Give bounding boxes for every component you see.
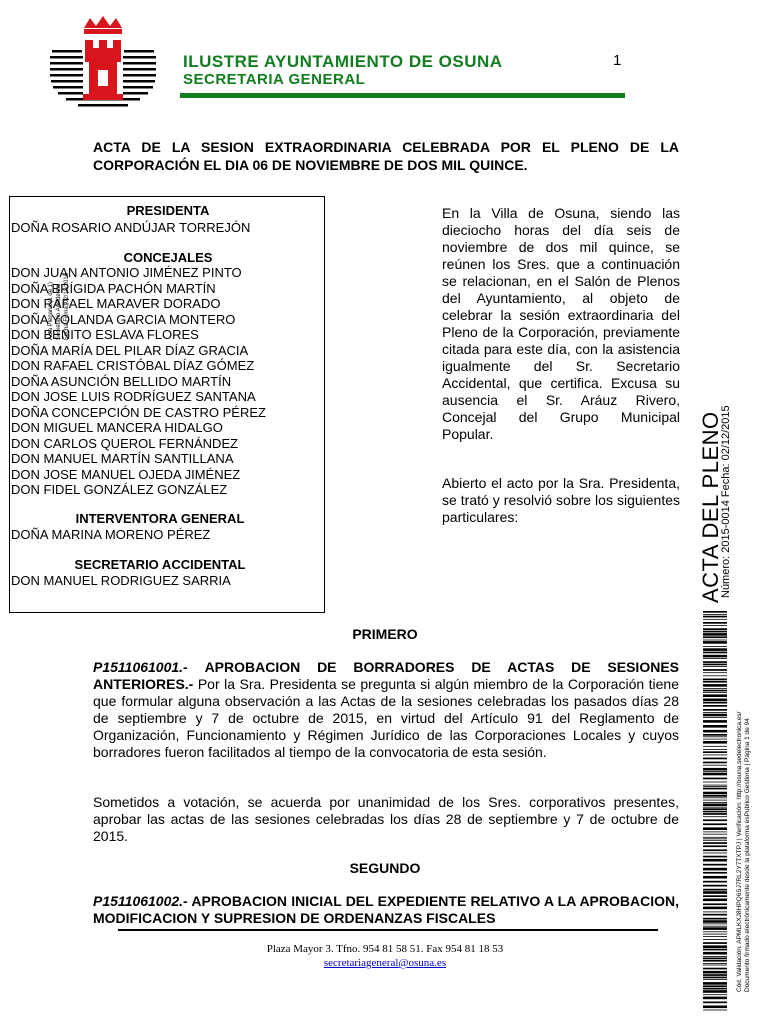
secretario-heading: SECRETARIO ACCIDENTAL [74, 557, 246, 572]
second-item-paragraph [93, 893, 679, 927]
attendees-box [9, 196, 325, 613]
first-item-paragraph [93, 659, 679, 761]
header-divider [180, 93, 625, 98]
first-vote-paragraph: Sometidos a votación, se acuerda por unanimidad de los Sres. corporativos presentes, aprobar las actas de las sesiones celebradas los días 28 de septiembre y 7 de octubre de 2015. [93, 794, 679, 844]
act-title: ACTA DE LA SESION EXTRAORDINARIA CELEBRADA POR EL PLENO DE LA CORPORACIÓN EL DIA 06 DE NOVIEMBRE DE DOS MIL QUINCE. [93, 139, 679, 173]
section-heading-first: PRIMERO [352, 626, 418, 642]
department-subtitle: SECRETARIA GENERAL [183, 71, 366, 88]
concejal-item: DON BENITO ESLAVA FLORES [11, 327, 199, 342]
side-stamp-number-date: Número: 2015-0014 Fecha: 02/12/2015 [720, 405, 732, 598]
side-stamp-signature-note: Documento firmado electrónicamente desde la plataforma esPublico Gestiona | Página 1 de 94 [744, 718, 751, 992]
email-link[interactable]: secretariageneral@osuna.es [323, 957, 447, 969]
page-number: 1 [613, 52, 622, 69]
concejal-item: DON JOSE LUIS RODRÍGUEZ SANTANA [11, 389, 256, 404]
concejales-heading: CONCEJALES [123, 250, 213, 265]
interventora-name: DOÑA MARINA MORENO PÉREZ [11, 527, 211, 542]
footer-divider [118, 929, 658, 931]
concejal-item: DON RAFAEL CRISTÓBAL DÍAZ GÓMEZ [11, 358, 255, 373]
side-stamp-verification: Cód. Validación: APMLKXJ8HPQ6SJ7RL2Y7TXTPJ | Verificación: http://osuna.sedelectronica.es/ [736, 711, 743, 992]
item-title: APROBACION DE BORRADORES DE ACTAS DE SESIONES ANTERIORES.- [93, 659, 679, 692]
left-signature-stamp-line: Secretario Accidental [56, 283, 62, 340]
barcode [703, 611, 727, 1011]
side-stamp-title: ACTA DEL PLENO [698, 411, 723, 603]
left-signature-stamp-line: Acta Plenaria (1 de 1) [48, 281, 54, 340]
municipality-title: ILUSTRE AYUNTAMIENTO DE OSUNA [183, 52, 503, 71]
item-code: P1511061002.- [93, 893, 188, 909]
concejal-item: DOÑA BRÍGIDA PACHÓN MARTÍN [11, 280, 216, 296]
opening-paragraph: Abierto el acto por la Sra. Presidenta, se trató y resolvió sobre los siguientes particulares: [442, 475, 680, 525]
concejal-item: DON JUAN ANTONIO JIMÉNEZ PINTO [11, 265, 242, 280]
presidenta-name: DOÑA ROSARIO ANDÚJAR TORREJÓN [11, 220, 251, 235]
item-title: APROBACION INICIAL DEL EXPEDIENTE RELATIVO A LA APROBACION, MODIFICACION Y SUPRESION DE ORDENANZAS FISCALES [93, 893, 679, 926]
concejal-item: DON MANUEL MARTÍN SANTILLANA [11, 451, 234, 466]
intro-paragraph: En la Villa de Osuna, siendo las dieciocho horas del día seis de noviembre de dos mil quince, se reúnen los Sres. que a continuación se relacionan, en el Salón de Plenos del Ayuntamiento, al objeto de celebrar la sesión extraordinaria del Pleno de la Corporación, previamente citada para este día, con la asistencia igualmente del Sr. Secretario Accidental, que certifica. Excusa su ausencia el Sr. Aráuz Rivero, Concejal del Grupo Municipal Popular. [442, 205, 680, 442]
interventora-heading: INTERVENTORA GENERAL [75, 511, 245, 526]
concejal-item: DOÑA MARÍA DEL PILAR DÍAZ GRACIA [11, 342, 249, 358]
concejal-item: DOÑA YOLANDA GARCIA MONTERO [11, 311, 236, 327]
secretario-name: DON MANUEL RODRIGUEZ SARRIA [11, 573, 231, 588]
item-text: Por la Sra. Presidenta se pregunta si algún miembro de la Corporación tiene que formular alguna observación a las Actas de la sesiones celebradas los pasados días 28 de septiembre y 7 de octubre de 2015, en virtud del Artículo 91 del Reglamento de Organización, Funcionamiento y Régimen Jurídico de las Corporaciones Locales y cuyos borradores fueron facilitados al tiempo de la convocatoria de esta sesión. [93, 676, 679, 760]
concejal-item: DON JOSE MANUEL OJEDA JIMÉNEZ [11, 466, 241, 482]
concejal-item: DON RAFAEL MARAVER DORADO [11, 296, 221, 311]
concejal-item: DOÑA CONCEPCIÓN DE CASTRO PÉREZ [11, 404, 266, 420]
concejal-item: DOÑA ASUNCIÓN BELLIDO MARTÍN [11, 373, 232, 389]
footer-address: Plaza Mayor 3. Tfno. 954 81 58 51. Fax 954 81 18 53 [266, 943, 504, 955]
left-signature-stamp-line: Fecha Firma: 02/12/2015 [64, 272, 70, 340]
section-heading-second: SEGUNDO [349, 860, 421, 876]
concejal-item: DON FIDEL GONZÁLEZ GONZÁLEZ [11, 482, 228, 497]
footer-email [0, 957, 770, 969]
concejal-item: DON MIGUEL MANCERA HIDALGO [11, 420, 223, 435]
item-code: P1511061001.- [93, 659, 188, 675]
coat-of-arms-logo [50, 14, 156, 110]
presidenta-heading: PRESIDENTA [126, 203, 210, 218]
concejal-item: DON CARLOS QUEROL FERNÁNDEZ [11, 435, 239, 451]
